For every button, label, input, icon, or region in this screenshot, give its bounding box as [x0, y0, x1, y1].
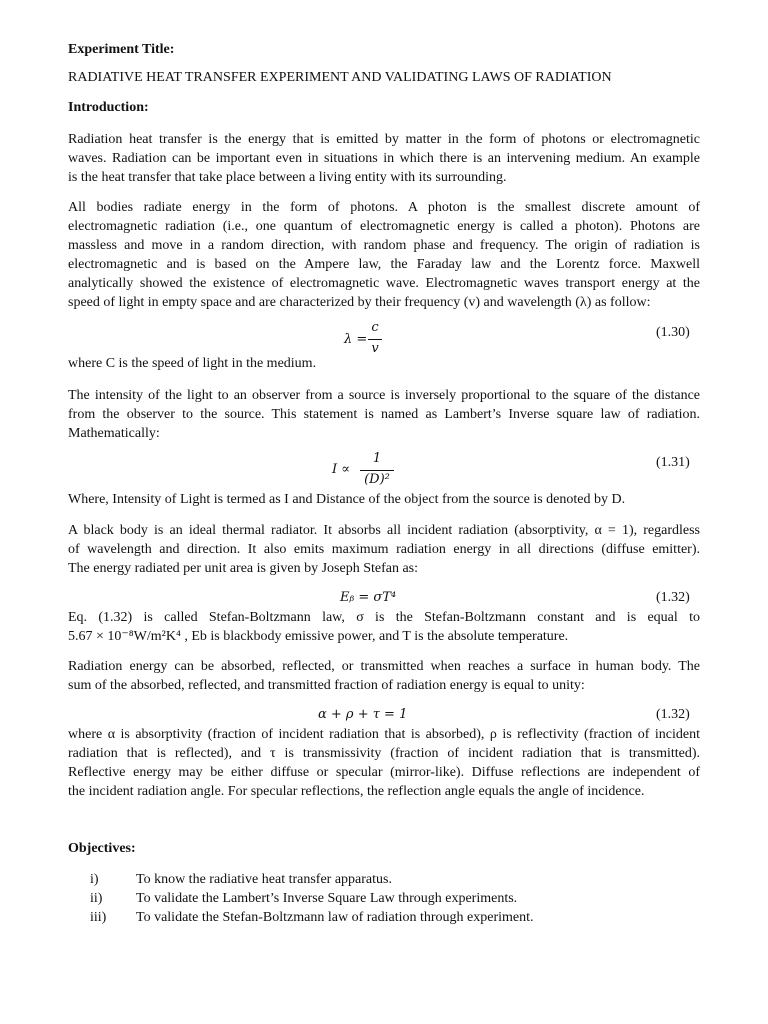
text-line: Radiation energy can be absorbed, reflected, or transmitted when reaches a surface in human body. The [68, 659, 700, 674]
intro-paragraph-2 [68, 198, 700, 312]
equation-number: (1.32) [656, 590, 690, 605]
equation-lhs: I ∝ [332, 462, 351, 477]
text-line: from the observer to the source. This statement is named as Lambert’s Inverse square law of radiation. [68, 407, 700, 422]
intro-paragraph-1 [68, 130, 700, 187]
text-line: Mathematically: [68, 426, 160, 441]
text-line: The intensity of the light to an observer from a source is inversely proportional to the square of the distance [68, 388, 700, 403]
fraction-denominator: v [371, 341, 379, 356]
text-line: Reflective energy may be either diffuse or specular (mirror-like). Diffuse reflections are independent of [68, 765, 700, 780]
text-line: the incident radiation angle. For specular reflections, the reflection angle equals the angle of incidence. [68, 784, 645, 799]
list-item-text: To validate the Stefan-Boltzmann law of radiation through experiment. [136, 910, 534, 925]
text-line: All bodies radiate energy in the form of photons. A photon is the smallest discrete amount of [68, 200, 700, 215]
text-line: A black body is an ideal thermal radiator. It absorbs all incident radiation (absorptivity, α = 1), regardless [68, 523, 700, 538]
text-line: speed of light in empty space and are characterized by their frequency (v) and wavelength (λ) as follow: [68, 295, 651, 310]
stefan-boltzmann-paragraph [68, 608, 700, 646]
fraction-denominator: (D)² [364, 472, 390, 487]
intensity-paragraph [68, 386, 700, 443]
equation-lhs: λ = [344, 332, 368, 347]
experiment-title: RADIATIVE HEAT TRANSFER EXPERIMENT AND VALIDATING LAWS OF RADIATION [68, 70, 612, 85]
objectives-heading: Objectives: [68, 841, 136, 856]
text-line: of wavelength and direction. It also emits maximum radiation energy in all directions (diffuse emitter). [68, 542, 700, 557]
where-intensity-line: Where, Intensity of Light is termed as I and Distance of the object from the source is denoted by D. [68, 492, 626, 507]
text-line: 5.67 × 10⁻⁸W/m²K⁴ , Eb is blackbody emissive power, and T is the absolute temperature. [68, 629, 569, 644]
text-line: analytically showed the existence of electromagnetic wave. Electromagnetic waves transport energy at the [68, 276, 700, 291]
text-line: electromagnetic and is based on the Ampere law, the Faraday law and the Lorentz force. Maxwell [68, 257, 700, 272]
text-line: sum of the absorbed, reflected, and transmitted fraction of radiation energy is equal to unity: [68, 678, 585, 693]
text-line: massless and move in a random direction, with random phase and frequency. The origin of radiation is [68, 238, 700, 253]
absorption-paragraph [68, 657, 700, 695]
alpha-paragraph [68, 725, 700, 801]
text-line: Radiation heat transfer is the energy that is emitted by matter in the form of photons or electromagnetic [68, 132, 700, 147]
text-line: is the heat transfer that take place between a living entity with its surrounding. [68, 170, 507, 185]
text-line: where α is absorptivity (fraction of incident radiation that is absorbed), ρ is reflectivity (fraction of incident [68, 727, 700, 742]
text-line: Eq. (1.32) is called Stefan-Boltzmann law, σ is the Stefan-Boltzmann constant and is equal to [68, 610, 700, 625]
text-line: waves. Radiation can be important even in situations in which there is an intervening medium. An example [68, 151, 700, 166]
equation-expression: α + ρ + τ = 1 [318, 707, 408, 722]
list-item-text: To know the radiative heat transfer apparatus. [136, 872, 392, 887]
fraction-numerator: 1 [372, 451, 382, 466]
text-line: The energy radiated per unit area is given by Joseph Stefan as: [68, 561, 419, 576]
experiment-title-heading: Experiment Title: [68, 42, 175, 57]
equation-number: (1.31) [656, 455, 690, 470]
blackbody-paragraph [68, 521, 700, 578]
list-item-text: To validate the Lambert’s Inverse Square Law through experiments. [136, 891, 518, 906]
text-line: radiation that is reflected), and τ is transmissivity (fraction of incident radiation that is transmitted). [68, 746, 700, 761]
list-item-number: iii) [90, 910, 107, 925]
equation-number: (1.32) [656, 707, 690, 722]
fraction-bar [368, 339, 382, 340]
equation-number: (1.30) [656, 325, 690, 340]
list-item-number: i) [90, 872, 99, 887]
text-line: electromagnetic radiation (i.e., one quantum of electromagnetic energy is called a photon). Photons are [68, 219, 700, 234]
introduction-heading: Introduction: [68, 100, 149, 115]
list-item-number: ii) [90, 891, 103, 906]
fraction-numerator: c [371, 320, 379, 335]
where-c-line: where C is the speed of light in the medium. [68, 356, 317, 371]
equation-expression: Eᵦ = σT⁴ [340, 590, 397, 605]
fraction-bar [360, 470, 394, 471]
